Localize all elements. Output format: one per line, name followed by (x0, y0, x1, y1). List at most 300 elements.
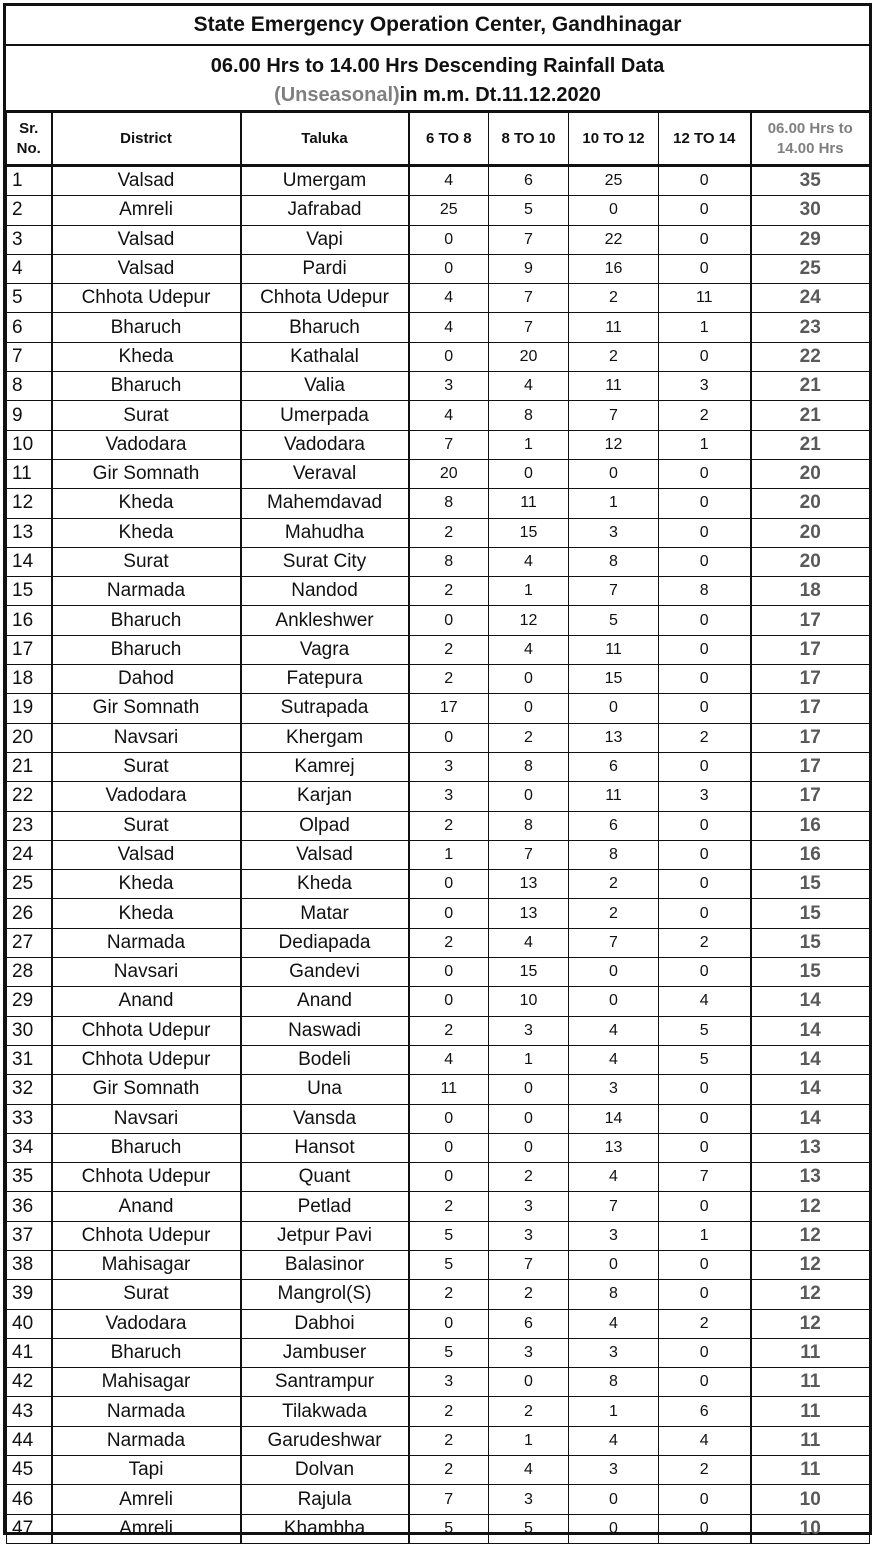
table-row (7, 635, 870, 664)
taluka-cell: Dolvan (241, 1456, 409, 1485)
taluka-cell: Veraval (241, 459, 409, 488)
district-cell: Surat (52, 547, 241, 576)
hrs-10-to-12-cell: 6 (569, 752, 659, 781)
hrs-6-to-8-cell: 2 (409, 635, 489, 664)
district-cell: Tapi (52, 1456, 241, 1485)
taluka-cell: Ankleshwer (241, 606, 409, 635)
taluka-cell: Umergam (241, 166, 409, 196)
hrs-8-to-10-cell: 3 (489, 1221, 569, 1250)
district-cell: Gir Somnath (52, 459, 241, 488)
table-row (7, 166, 870, 196)
taluka-cell: Fatepura (241, 665, 409, 694)
hrs-10-to-12-cell: 3 (569, 1338, 659, 1367)
hrs-10-to-12-cell: 25 (569, 166, 659, 196)
total-cell: 20 (751, 547, 870, 576)
district-cell: Kheda (52, 489, 241, 518)
district-cell: Navsari (52, 958, 241, 987)
district-cell: Bharuch (52, 1133, 241, 1162)
col-sr-no: Sr. No. (7, 113, 52, 166)
hrs-10-to-12-cell: 2 (569, 870, 659, 899)
sr-no-cell: 1 (7, 166, 52, 196)
table-row (7, 1045, 870, 1074)
hrs-6-to-8-cell: 4 (409, 1045, 489, 1074)
rainfall-table (6, 112, 870, 1544)
hrs-6-to-8-cell: 2 (409, 1456, 489, 1485)
table-row (7, 1426, 870, 1455)
sr-no-cell: 45 (7, 1456, 52, 1485)
district-cell: Navsari (52, 1104, 241, 1133)
table-row (7, 958, 870, 987)
hrs-6-to-8-cell: 2 (409, 518, 489, 547)
hrs-6-to-8-cell: 0 (409, 1133, 489, 1162)
sr-no-cell: 9 (7, 401, 52, 430)
table-row (7, 811, 870, 840)
total-cell: 15 (751, 870, 870, 899)
hrs-10-to-12-cell: 0 (569, 694, 659, 723)
sr-no-cell: 7 (7, 342, 52, 371)
hrs-6-to-8-cell: 0 (409, 870, 489, 899)
district-cell: Bharuch (52, 313, 241, 342)
hrs-12-to-14-cell: 8 (659, 577, 751, 606)
hrs-12-to-14-cell: 0 (659, 1250, 751, 1279)
total-cell: 20 (751, 459, 870, 488)
table-row (7, 225, 870, 254)
hrs-12-to-14-cell: 0 (659, 1075, 751, 1104)
hrs-8-to-10-cell: 13 (489, 870, 569, 899)
table-row (7, 313, 870, 342)
hrs-6-to-8-cell: 5 (409, 1338, 489, 1367)
total-cell: 14 (751, 1045, 870, 1074)
hrs-8-to-10-cell: 6 (489, 1309, 569, 1338)
sr-no-cell: 5 (7, 284, 52, 313)
hrs-8-to-10-cell: 15 (489, 958, 569, 987)
table-row (7, 1016, 870, 1045)
district-cell: Chhota Udepur (52, 1016, 241, 1045)
district-cell: Mahisagar (52, 1368, 241, 1397)
hrs-8-to-10-cell: 0 (489, 1104, 569, 1133)
taluka-cell: Karjan (241, 782, 409, 811)
hrs-8-to-10-cell: 0 (489, 665, 569, 694)
total-cell: 12 (751, 1309, 870, 1338)
hrs-6-to-8-cell: 7 (409, 430, 489, 459)
table-row (7, 1397, 870, 1426)
hrs-10-to-12-cell: 7 (569, 401, 659, 430)
district-cell: Navsari (52, 723, 241, 752)
table-row (7, 1280, 870, 1309)
district-cell: Bharuch (52, 1338, 241, 1367)
total-cell: 12 (751, 1221, 870, 1250)
table-row (7, 1104, 870, 1133)
table-row (7, 1075, 870, 1104)
hrs-12-to-14-cell: 0 (659, 1104, 751, 1133)
hrs-6-to-8-cell: 8 (409, 489, 489, 518)
table-row (7, 1192, 870, 1221)
taluka-cell: Quant (241, 1163, 409, 1192)
hrs-6-to-8-cell: 3 (409, 1368, 489, 1397)
table-row (7, 665, 870, 694)
total-cell: 22 (751, 342, 870, 371)
hrs-6-to-8-cell: 2 (409, 1016, 489, 1045)
hrs-8-to-10-cell: 11 (489, 489, 569, 518)
hrs-12-to-14-cell: 0 (659, 489, 751, 518)
hrs-8-to-10-cell: 0 (489, 694, 569, 723)
hrs-6-to-8-cell: 2 (409, 665, 489, 694)
hrs-6-to-8-cell: 2 (409, 1426, 489, 1455)
total-cell: 16 (751, 840, 870, 869)
hrs-6-to-8-cell: 5 (409, 1514, 489, 1543)
sr-no-cell: 33 (7, 1104, 52, 1133)
hrs-12-to-14-cell: 1 (659, 313, 751, 342)
table-row (7, 1456, 870, 1485)
sr-no-cell: 3 (7, 225, 52, 254)
hrs-6-to-8-cell: 20 (409, 459, 489, 488)
district-cell: Chhota Udepur (52, 284, 241, 313)
hrs-6-to-8-cell: 11 (409, 1075, 489, 1104)
total-cell: 21 (751, 430, 870, 459)
sr-no-cell: 39 (7, 1280, 52, 1309)
hrs-8-to-10-cell: 2 (489, 1280, 569, 1309)
table-row (7, 840, 870, 869)
sr-no-cell: 20 (7, 723, 52, 752)
hrs-6-to-8-cell: 0 (409, 1104, 489, 1133)
hrs-8-to-10-cell: 5 (489, 196, 569, 225)
table-row (7, 196, 870, 225)
table-row (7, 1250, 870, 1279)
district-cell: Narmada (52, 1397, 241, 1426)
total-cell: 17 (751, 694, 870, 723)
hrs-6-to-8-cell: 4 (409, 166, 489, 196)
hrs-8-to-10-cell: 10 (489, 987, 569, 1016)
hrs-12-to-14-cell: 4 (659, 987, 751, 1016)
hrs-8-to-10-cell: 7 (489, 1250, 569, 1279)
total-cell: 21 (751, 372, 870, 401)
district-cell: Valsad (52, 225, 241, 254)
sr-no-cell: 31 (7, 1045, 52, 1074)
sr-no-cell: 15 (7, 577, 52, 606)
sr-no-cell: 29 (7, 987, 52, 1016)
hrs-8-to-10-cell: 1 (489, 430, 569, 459)
sr-no-cell: 28 (7, 958, 52, 987)
hrs-6-to-8-cell: 0 (409, 723, 489, 752)
total-cell: 14 (751, 1104, 870, 1133)
hrs-6-to-8-cell: 4 (409, 313, 489, 342)
hrs-12-to-14-cell: 0 (659, 665, 751, 694)
table-row (7, 694, 870, 723)
sr-no-cell: 35 (7, 1163, 52, 1192)
hrs-12-to-14-cell: 2 (659, 1456, 751, 1485)
total-cell: 20 (751, 518, 870, 547)
table-row (7, 430, 870, 459)
taluka-cell: Valsad (241, 840, 409, 869)
taluka-cell: Santrampur (241, 1368, 409, 1397)
taluka-cell: Kamrej (241, 752, 409, 781)
hrs-10-to-12-cell: 13 (569, 723, 659, 752)
taluka-cell: Vansda (241, 1104, 409, 1133)
district-cell: Kheda (52, 899, 241, 928)
hrs-12-to-14-cell: 0 (659, 1192, 751, 1221)
hrs-6-to-8-cell: 3 (409, 782, 489, 811)
hrs-6-to-8-cell: 5 (409, 1221, 489, 1250)
total-cell: 15 (751, 958, 870, 987)
sr-no-cell: 46 (7, 1485, 52, 1514)
table-row (7, 723, 870, 752)
sr-no-cell: 36 (7, 1192, 52, 1221)
sr-no-cell: 44 (7, 1426, 52, 1455)
total-cell: 24 (751, 284, 870, 313)
hrs-10-to-12-cell: 13 (569, 1133, 659, 1162)
subtitle-line1: 06.00 Hrs to 14.00 Hrs Descending Rainfall Data (210, 55, 665, 77)
sr-no-cell: 41 (7, 1338, 52, 1367)
district-cell: Kheda (52, 518, 241, 547)
col-12-to-14: 12 TO 14 (659, 113, 751, 166)
hrs-10-to-12-cell: 14 (569, 1104, 659, 1133)
sr-no-cell: 6 (7, 313, 52, 342)
table-row (7, 372, 870, 401)
hrs-12-to-14-cell: 0 (659, 694, 751, 723)
hrs-10-to-12-cell: 7 (569, 577, 659, 606)
hrs-6-to-8-cell: 2 (409, 928, 489, 957)
district-cell: Gir Somnath (52, 694, 241, 723)
hrs-12-to-14-cell: 0 (659, 342, 751, 371)
hrs-8-to-10-cell: 0 (489, 1075, 569, 1104)
table-row (7, 577, 870, 606)
table-row (7, 606, 870, 635)
hrs-12-to-14-cell: 0 (659, 606, 751, 635)
total-cell: 12 (751, 1192, 870, 1221)
hrs-12-to-14-cell: 0 (659, 1133, 751, 1162)
total-cell: 35 (751, 166, 870, 196)
sr-no-cell: 19 (7, 694, 52, 723)
hrs-6-to-8-cell: 0 (409, 342, 489, 371)
hrs-8-to-10-cell: 8 (489, 811, 569, 840)
total-cell: 10 (751, 1485, 870, 1514)
taluka-cell: Jafrabad (241, 196, 409, 225)
hrs-8-to-10-cell: 0 (489, 1368, 569, 1397)
district-cell: Narmada (52, 1426, 241, 1455)
total-cell: 14 (751, 1075, 870, 1104)
hrs-12-to-14-cell: 0 (659, 752, 751, 781)
taluka-cell: Chhota Udepur (241, 284, 409, 313)
sr-no-cell: 4 (7, 254, 52, 283)
sr-no-cell: 27 (7, 928, 52, 957)
hrs-8-to-10-cell: 9 (489, 254, 569, 283)
sr-no-cell: 18 (7, 665, 52, 694)
total-cell: 12 (751, 1280, 870, 1309)
hrs-6-to-8-cell: 2 (409, 1280, 489, 1309)
hrs-10-to-12-cell: 3 (569, 1075, 659, 1104)
hrs-10-to-12-cell: 3 (569, 1221, 659, 1250)
district-cell: Valsad (52, 166, 241, 196)
hrs-8-to-10-cell: 2 (489, 1163, 569, 1192)
hrs-6-to-8-cell: 8 (409, 547, 489, 576)
hrs-10-to-12-cell: 5 (569, 606, 659, 635)
table-row (7, 547, 870, 576)
hrs-6-to-8-cell: 2 (409, 1192, 489, 1221)
sr-no-cell: 22 (7, 782, 52, 811)
sr-no-cell: 12 (7, 489, 52, 518)
hrs-10-to-12-cell: 4 (569, 1426, 659, 1455)
table-row (7, 284, 870, 313)
hrs-12-to-14-cell: 2 (659, 723, 751, 752)
total-cell: 18 (751, 577, 870, 606)
taluka-cell: Dabhoi (241, 1309, 409, 1338)
hrs-10-to-12-cell: 16 (569, 254, 659, 283)
hrs-12-to-14-cell: 0 (659, 166, 751, 196)
hrs-8-to-10-cell: 4 (489, 547, 569, 576)
hrs-8-to-10-cell: 5 (489, 1514, 569, 1543)
hrs-12-to-14-cell: 5 (659, 1016, 751, 1045)
hrs-12-to-14-cell: 0 (659, 958, 751, 987)
hrs-10-to-12-cell: 0 (569, 1514, 659, 1543)
sr-no-cell: 24 (7, 840, 52, 869)
table-row (7, 1309, 870, 1338)
total-cell: 11 (751, 1456, 870, 1485)
sr-no-cell: 13 (7, 518, 52, 547)
total-cell: 11 (751, 1368, 870, 1397)
district-cell: Surat (52, 401, 241, 430)
hrs-10-to-12-cell: 4 (569, 1163, 659, 1192)
table-row (7, 518, 870, 547)
taluka-cell: Khambha (241, 1514, 409, 1543)
hrs-6-to-8-cell: 2 (409, 1397, 489, 1426)
taluka-cell: Garudeshwar (241, 1426, 409, 1455)
hrs-12-to-14-cell: 0 (659, 459, 751, 488)
total-cell: 13 (751, 1163, 870, 1192)
total-cell: 13 (751, 1133, 870, 1162)
sr-no-cell: 14 (7, 547, 52, 576)
district-cell: Kheda (52, 342, 241, 371)
hrs-8-to-10-cell: 2 (489, 1397, 569, 1426)
hrs-8-to-10-cell: 8 (489, 752, 569, 781)
total-cell: 17 (751, 782, 870, 811)
taluka-cell: Matar (241, 899, 409, 928)
col-district: District (52, 113, 241, 166)
district-cell: Dahod (52, 665, 241, 694)
hrs-8-to-10-cell: 13 (489, 899, 569, 928)
table-row (7, 254, 870, 283)
hrs-12-to-14-cell: 1 (659, 1221, 751, 1250)
district-cell: Bharuch (52, 606, 241, 635)
table-body (7, 166, 870, 1544)
hrs-6-to-8-cell: 0 (409, 987, 489, 1016)
sr-no-cell: 26 (7, 899, 52, 928)
hrs-8-to-10-cell: 7 (489, 225, 569, 254)
taluka-cell: Dediapada (241, 928, 409, 957)
total-cell: 20 (751, 489, 870, 518)
col-6-to-8: 6 TO 8 (409, 113, 489, 166)
hrs-8-to-10-cell: 4 (489, 1456, 569, 1485)
taluka-cell: Surat City (241, 547, 409, 576)
table-row (7, 1338, 870, 1367)
hrs-12-to-14-cell: 0 (659, 547, 751, 576)
hrs-6-to-8-cell: 2 (409, 811, 489, 840)
taluka-cell: Balasinor (241, 1250, 409, 1279)
hrs-6-to-8-cell: 0 (409, 899, 489, 928)
hrs-8-to-10-cell: 2 (489, 723, 569, 752)
hrs-10-to-12-cell: 0 (569, 459, 659, 488)
hrs-12-to-14-cell: 0 (659, 811, 751, 840)
taluka-cell: Khergam (241, 723, 409, 752)
sr-no-cell: 10 (7, 430, 52, 459)
taluka-cell: Bodeli (241, 1045, 409, 1074)
total-cell: 17 (751, 606, 870, 635)
header-row (7, 113, 870, 166)
taluka-cell: Olpad (241, 811, 409, 840)
sr-no-cell: 11 (7, 459, 52, 488)
hrs-8-to-10-cell: 3 (489, 1192, 569, 1221)
total-cell: 14 (751, 987, 870, 1016)
total-cell: 15 (751, 899, 870, 928)
hrs-8-to-10-cell: 4 (489, 928, 569, 957)
hrs-12-to-14-cell: 0 (659, 1485, 751, 1514)
hrs-10-to-12-cell: 0 (569, 958, 659, 987)
hrs-10-to-12-cell: 2 (569, 284, 659, 313)
hrs-8-to-10-cell: 4 (489, 372, 569, 401)
hrs-10-to-12-cell: 4 (569, 1309, 659, 1338)
district-cell: Valsad (52, 840, 241, 869)
hrs-8-to-10-cell: 0 (489, 782, 569, 811)
hrs-12-to-14-cell: 5 (659, 1045, 751, 1074)
hrs-8-to-10-cell: 15 (489, 518, 569, 547)
taluka-cell: Pardi (241, 254, 409, 283)
hrs-12-to-14-cell: 0 (659, 518, 751, 547)
table-row (7, 782, 870, 811)
hrs-12-to-14-cell: 0 (659, 225, 751, 254)
district-cell: Anand (52, 1192, 241, 1221)
sr-no-cell: 17 (7, 635, 52, 664)
subtitle-line2 (6, 81, 869, 110)
taluka-cell: Umerpada (241, 401, 409, 430)
sr-no-cell: 47 (7, 1514, 52, 1543)
total-cell: 30 (751, 196, 870, 225)
hrs-10-to-12-cell: 15 (569, 665, 659, 694)
taluka-cell: Naswadi (241, 1016, 409, 1045)
table-row (7, 899, 870, 928)
taluka-cell: Mangrol(S) (241, 1280, 409, 1309)
sr-no-cell: 40 (7, 1309, 52, 1338)
taluka-cell: Vapi (241, 225, 409, 254)
hrs-10-to-12-cell: 11 (569, 313, 659, 342)
sr-no-cell: 23 (7, 811, 52, 840)
hrs-12-to-14-cell: 1 (659, 430, 751, 459)
hrs-10-to-12-cell: 0 (569, 1485, 659, 1514)
sr-no-cell: 30 (7, 1016, 52, 1045)
hrs-6-to-8-cell: 0 (409, 254, 489, 283)
total-cell: 23 (751, 313, 870, 342)
hrs-8-to-10-cell: 1 (489, 1045, 569, 1074)
unit-date-label: in m.m. Dt.11.12.2020 (399, 84, 601, 106)
district-cell: Kheda (52, 870, 241, 899)
hrs-10-to-12-cell: 8 (569, 1280, 659, 1309)
table-row (7, 489, 870, 518)
hrs-12-to-14-cell: 0 (659, 870, 751, 899)
hrs-6-to-8-cell: 3 (409, 372, 489, 401)
hrs-12-to-14-cell: 2 (659, 401, 751, 430)
hrs-8-to-10-cell: 20 (489, 342, 569, 371)
unseasonal-label: (Unseasonal) (274, 84, 400, 106)
table-row (7, 401, 870, 430)
table-row (7, 928, 870, 957)
hrs-6-to-8-cell: 25 (409, 196, 489, 225)
taluka-cell: Anand (241, 987, 409, 1016)
hrs-8-to-10-cell: 4 (489, 635, 569, 664)
hrs-6-to-8-cell: 17 (409, 694, 489, 723)
sr-no-cell: 37 (7, 1221, 52, 1250)
total-cell: 15 (751, 928, 870, 957)
hrs-6-to-8-cell: 0 (409, 225, 489, 254)
district-cell: Vadodara (52, 782, 241, 811)
taluka-cell: Jambuser (241, 1338, 409, 1367)
